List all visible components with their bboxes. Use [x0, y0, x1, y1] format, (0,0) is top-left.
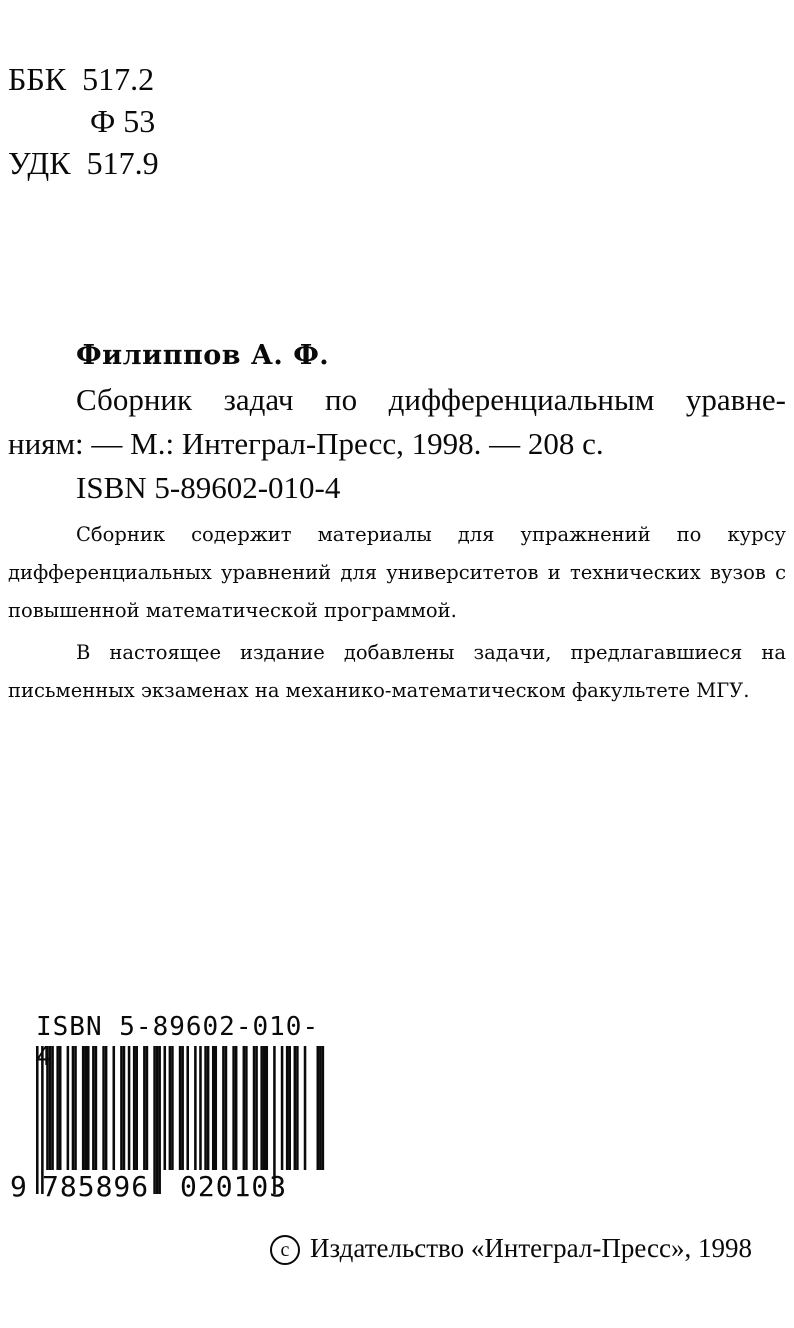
barcode-first-digit: 9	[10, 1170, 27, 1202]
copyright-line	[270, 1230, 752, 1266]
book-title-line-2: ниям: — М.: Интеграл-Пресс, 1998. — 208 с.	[8, 426, 604, 461]
book-title-line-1: Сборник задач по дифференциальным уравне-	[76, 382, 786, 417]
author-name: Филиппов А. Ф.	[76, 340, 330, 371]
copyright-icon: c	[270, 1235, 300, 1265]
bibliographic-record	[8, 334, 786, 510]
barcode-right-digits: 020103	[180, 1170, 288, 1202]
isbn-number: ISBN 5-89602-010-4	[76, 470, 341, 505]
udk-code: УДК 517.9	[8, 145, 159, 181]
barcode-isbn-text: ISBN 5-89602-010-4	[36, 1012, 320, 1072]
author-mark: Ф 53	[90, 103, 156, 139]
copyright-text: Издательство «Интеграл-Пресс», 1998	[310, 1233, 752, 1263]
classification-block	[8, 58, 159, 184]
annotation-paragraph-1: Сборник содержит материалы для упражнений по курсу дифференциальных уравнений для университетов и технических вузов с повышенной математической программой.	[8, 523, 786, 622]
annotation-paragraph-2: В настоящее издание добавлены задачи, предлагавшиеся на письменных экзаменах на механико-математическом факультете МГУ.	[8, 641, 786, 702]
annotation	[8, 516, 786, 710]
isbn-barcode	[8, 1012, 326, 1202]
bbk-code: ББК 517.2	[8, 61, 155, 97]
barcode-left-digits: 785896	[42, 1170, 150, 1202]
